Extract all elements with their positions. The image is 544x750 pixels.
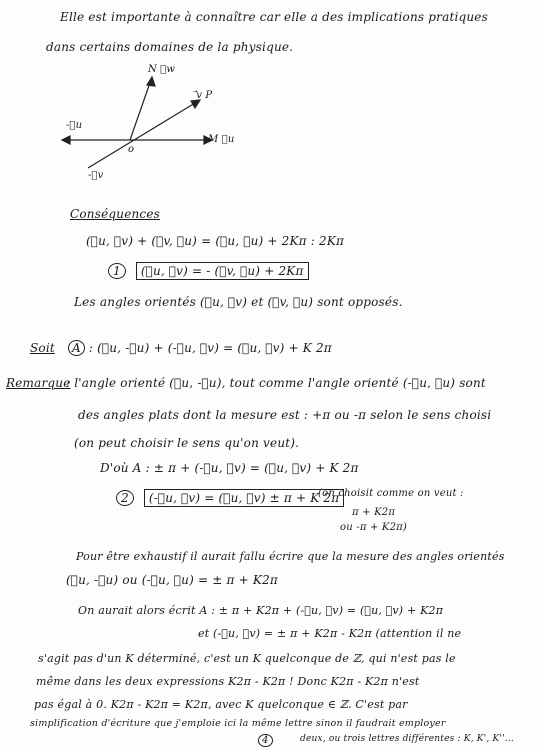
eq-number-2: 2 (116, 490, 134, 506)
exhaustif-line-6: même dans les deux expressions K2π - K2π ! Donc K2π - K2π n'est (36, 675, 420, 688)
consequences-eq2-row (108, 264, 309, 278)
arrow-neg-u-icon (62, 136, 70, 144)
soit-tag: A (68, 340, 85, 356)
dou-eq-row (116, 491, 344, 505)
remarque-line-1: : l'angle orienté (⃗u, -⃗u), tout comme l'angle orienté (-⃗u, ⃗u) sont (66, 376, 486, 390)
soit-row (68, 341, 332, 355)
exhaustif-line-9: deux, ou trois lettres différentes : K, K', K''... (300, 734, 514, 744)
dou-choice: (on choisit comme on veut : (318, 488, 464, 499)
dou-boxed-equation: (-⃗u, ⃗v) = (⃗u, ⃗v) ± π + K 2π (144, 489, 345, 507)
label-n-w: N ⃗w (148, 64, 176, 75)
page-number: 4 (258, 734, 273, 747)
label-origin: o (128, 144, 135, 155)
remarque-label: Remarque (6, 376, 71, 390)
dou-line: D'où A : ± π + (-⃗u, ⃗v) = (⃗u, ⃗v) + K 2π (100, 461, 359, 475)
vector-v (88, 100, 200, 168)
exhaustif-line-7: pas égal à 0. K2π - K2π = K2π, avec K quelconque ∈ ℤ. C'est par (34, 698, 408, 711)
consequences-eq2-boxed: (⃗u, ⃗v) = - (⃗v, ⃗u) + 2Kπ (136, 262, 309, 280)
label-neg-u: -⃗u (66, 120, 83, 131)
exhaustif-line-8: simplification d'écriture que j'emploie ici la même lettre sinon il faudrait employer (30, 718, 446, 729)
exhaustif-line-1: Pour être exhaustif il aurait fallu écrire que la mesure des angles orientés (76, 550, 505, 563)
intro-line-1: Elle est importante à connaître car elle a des implications pratiques (60, 10, 488, 24)
soit-equation: : (⃗u, -⃗u) + (-⃗u, ⃗v) = (⃗u, ⃗v) + K 2π (88, 341, 332, 355)
exhaustif-line-2: (⃗u, -⃗u) ou (-⃗u, ⃗u) = ± π + K2π (66, 573, 279, 587)
intro-line-2: dans certains domaines de la physique. (46, 40, 294, 54)
remarque-line-2: des angles plats dont la mesure est : +π ou -π selon le sens choisi (78, 408, 492, 422)
label-p-v: ⃗v P (196, 90, 213, 101)
dou-option-1: π + K2π (352, 507, 396, 518)
consequences-title: Conséquences (70, 207, 161, 221)
remarque-line-3: (on peut choisir le sens qu'on veut). (74, 436, 300, 450)
arrow-w-icon (147, 77, 155, 86)
exhaustif-line-4: et (-⃗u, ⃗v) = ± π + K2π - K2π (attention il ne (198, 627, 462, 640)
dou-option-2: ou -π + K2π) (340, 522, 408, 533)
label-m-u: M ⃗u (208, 134, 235, 145)
exhaustif-line-3: On aurait alors écrit A : ± π + K2π + (-⃗u, ⃗v) = (⃗u, ⃗v) + K2π (78, 604, 444, 617)
arrow-v-icon (191, 100, 200, 108)
eq-number-1: 1 (108, 263, 126, 279)
consequences-angles: Les angles orientés (⃗u, ⃗v) et (⃗v, ⃗u) sont opposés. (74, 295, 403, 309)
exhaustif-line-5: s'agit pas d'un K déterminé, c'est un K quelconque de ℤ, qui n'est pas le (38, 652, 456, 665)
soit-label: Soit (30, 341, 55, 355)
label-neg-v: -⃗v (88, 170, 104, 181)
consequences-eq1: (⃗u, ⃗v) + (⃗v, ⃗u) = (⃗u, ⃗u) + 2Kπ : 2Kπ (86, 234, 345, 248)
